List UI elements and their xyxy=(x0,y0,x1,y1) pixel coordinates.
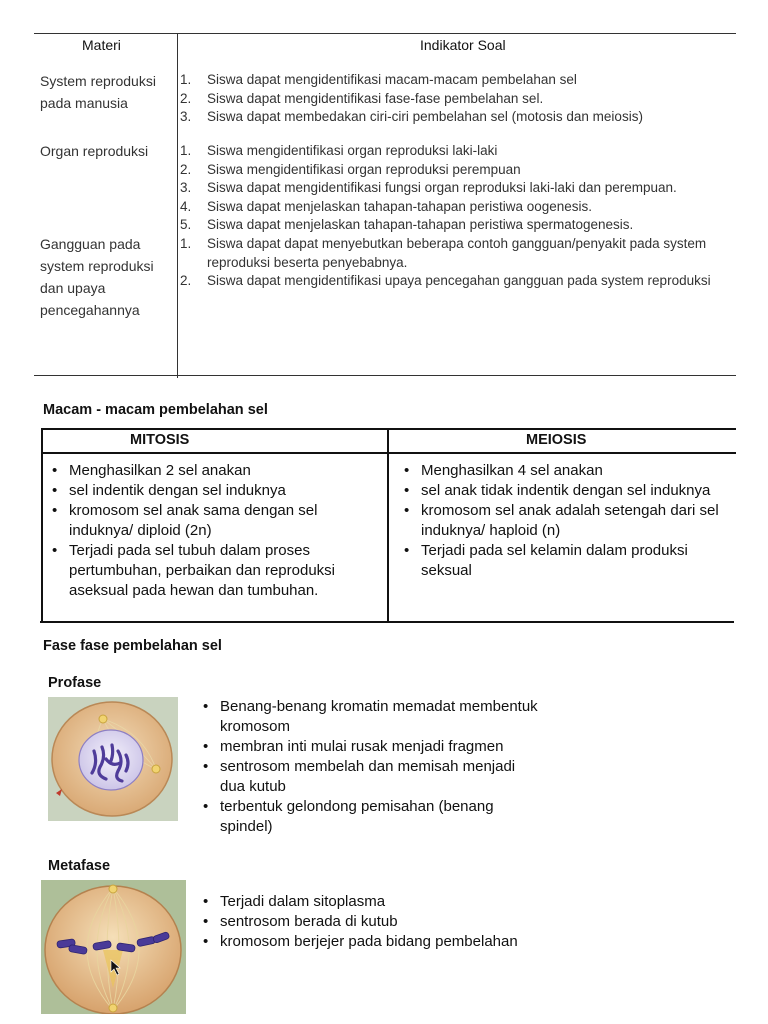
list-item: • Menghasilkan 2 sel anakan xyxy=(49,461,377,481)
mitosis-header: MITOSIS xyxy=(130,432,190,448)
list-item: • terbentuk gelondong pemisahan (benang spindel) xyxy=(200,797,540,837)
metafase-image xyxy=(41,880,186,1014)
indikator-item: 2. Siswa dapat mengidentifikasi upaya pencegahan gangguan pada system reproduksi xyxy=(180,273,711,288)
list-item: • kromosom sel anak adalah setengah dari sel induknya/ haploid (n) xyxy=(401,501,741,541)
indikator-item: 1. Siswa dapat mengidentifikasi macam-macam pembelahan sel xyxy=(180,72,577,87)
table-top-border xyxy=(34,33,736,34)
section-title-macam: Macam - macam pembelahan sel xyxy=(43,402,268,418)
compare-divider xyxy=(387,428,389,623)
indikator-item: 3. Siswa dapat mengidentifikasi fungsi organ reproduksi laki-laki dan perempuan. xyxy=(180,180,677,195)
list-item: • sel anak tidak indentik dengan sel induknya xyxy=(401,481,741,501)
list-item: • Terjadi pada sel tubuh dalam proses pertumbuhan, perbaikan dan reproduksi aseksual pada hewan dan tumbuhan. xyxy=(49,541,377,601)
list-item: • kromosom sel anak sama dengan sel induknya/ diploid (2n) xyxy=(49,501,377,541)
metaphase-cell-illustration xyxy=(41,880,186,1014)
indikator-item: 1. Siswa dapat dapat menyebutkan beberapa contoh gangguan/penyakit pada system reproduksi beserta penyebabnya. xyxy=(180,236,707,270)
indikator-item: 4. Siswa dapat menjelaskan tahapan-tahapan peristiwa oogenesis. xyxy=(180,198,593,214)
indikator-list-3 xyxy=(180,235,736,291)
header-materi: Materi xyxy=(82,37,121,53)
list-item: • Benang-benang kromatin memadat membentuk kromosom xyxy=(200,697,540,737)
metafase-title: Metafase xyxy=(48,858,111,874)
profase-list xyxy=(200,697,540,837)
compare-table-bottom xyxy=(40,621,734,623)
list-item: • kromosom berjejer pada bidang pembelahan xyxy=(200,932,540,952)
list-item: • Menghasilkan 4 sel anakan xyxy=(401,461,741,481)
indikator-list-2 xyxy=(180,142,736,235)
list-item: • sentrosom membelah dan memisah menjadi dua kutub xyxy=(200,757,540,797)
materi-cell-3: Gangguan pada system reproduksi dan upaya pencegahannya xyxy=(40,236,154,318)
profase-title: Profase xyxy=(48,675,102,691)
indikator-list-1 xyxy=(180,71,736,127)
indikator-item: 5. Siswa dapat menjelaskan tahapan-tahapan peristiwa spermatogenesis. xyxy=(180,217,634,232)
indikator-item: 3. Siswa dapat membedakan ciri-ciri pembelahan sel (motosis dan meiosis) xyxy=(180,109,643,124)
list-item: • Terjadi dalam sitoplasma xyxy=(200,892,540,912)
metafase-list xyxy=(200,892,540,952)
mitosis-list xyxy=(49,461,377,601)
prophase-cell-illustration xyxy=(48,697,178,821)
table-bottom-border xyxy=(34,375,736,376)
compare-header-bottom xyxy=(42,452,736,454)
list-item: • Terjadi pada sel kelamin dalam produksi seksual xyxy=(401,541,741,581)
materi-cell-2: Organ reproduksi xyxy=(40,143,149,159)
compare-table-top xyxy=(42,428,736,430)
meiosis-list xyxy=(401,461,741,581)
list-item: • membran inti mulai rusak menjadi fragmen xyxy=(200,737,540,757)
indikator-item: 2. Siswa dapat mengidentifikasi fase-fase pembelahan sel. xyxy=(180,90,544,106)
profase-image xyxy=(48,697,178,821)
header-indikator: Indikator Soal xyxy=(420,37,506,53)
list-item: • sentrosom berada di kutub xyxy=(200,912,540,932)
indikator-item: 2. Siswa mengidentifikasi organ reproduksi perempuan xyxy=(180,161,521,177)
table-column-divider xyxy=(177,33,178,378)
indikator-item: 1. Siswa mengidentifikasi organ reproduksi laki-laki xyxy=(180,143,498,158)
compare-left-border xyxy=(41,428,43,623)
meiosis-header: MEIOSIS xyxy=(526,432,587,448)
list-item: • sel indentik dengan sel induknya xyxy=(49,481,377,501)
materi-cell-1: System reproduksi pada manusia xyxy=(40,73,156,111)
section-title-fase: Fase fase pembelahan sel xyxy=(43,638,222,654)
